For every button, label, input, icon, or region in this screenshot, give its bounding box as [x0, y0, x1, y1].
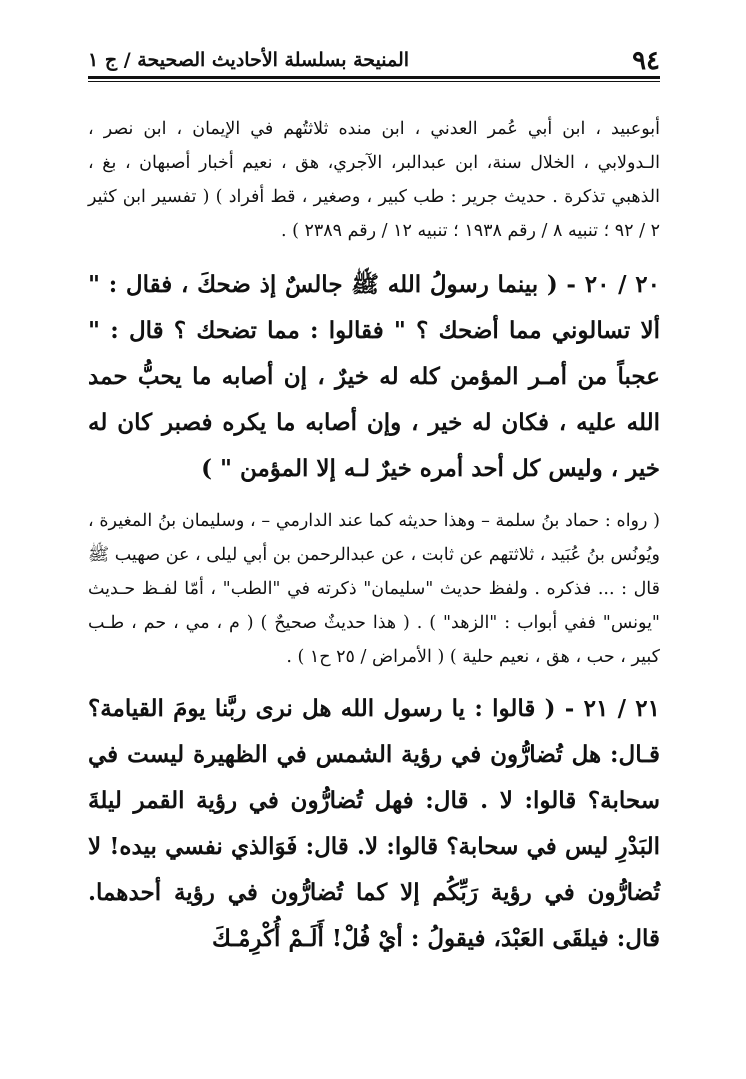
page-number: ٩٤ [632, 46, 660, 76]
sources-paragraph: أبوعبيد ، ابن أبي عُمر العدني ، ابن منده ثلاثتُهم في الإيمان ، ابن نصر ، الـدولابي ، الخلال سنة، ابن عبدالبر، الآجري، هق ، نعيم أخبار أصبهان ، بغ ، الذهبي تذكرة . حديث جرير : طب كبير ، وصغير ، قط أفراد ) ( تفسير ابن كثير ٢ / ٩٢ ؛ تنبيه ٨ / رقم ١٩٣٨ ؛ تنبيه ١٢ / رقم ٢٣٨٩ ) . [88, 119, 660, 241]
paragraph-gap [88, 674, 660, 686]
hadith-paragraph: ٢٠ / ٢٠ - ( بينما رسولُ الله ﷺ جالسٌ إذ ضحكَ ، فقال : " ألا تسالوني مما أضحك ؟ " فقالوا : مما تضحك ؟ قال : " عجباً من أمـر المؤمن كله له خيرٌ ، إن أصابه ما يحبُّ حمد الله عليه ، فكان له خير ، وإن أصابه ما يكره فصبر كان له خير ، وليس كل أحد أمره خيرٌ لـه إلا المؤمن " ) [88, 271, 661, 482]
paragraph-gap [88, 248, 660, 262]
header-rule-thick [88, 76, 660, 79]
sources-paragraph: ( رواه : حماد بنُ سلمة – وهذا حديثه كما عند الدارمي – ، وسليمان بنُ المغيرة ، ويُونُس بنُ عُبَيد ، ثلاثتهم عن ثابت ، عن عبدالرحمن بن أبي ليلى ، عن صهيب ﷺ قال : ... فذكره . ولفظ حديث "سليمان" ذكرته في "الطب" ، أمّا لفـظ حـديث "يونس" ففي أبواب : "الزهد" ) . ( هذا حديثٌ صحيحٌ ) ( م ، مي ، حم ، طـب كبير ، حب ، هق ، نعيم حلية ) ( الأمراض / ٢٥ ح١ ) . [88, 511, 660, 667]
paragraph-gap [88, 492, 660, 504]
page-header [88, 40, 660, 74]
body-text [88, 112, 660, 962]
running-title: المنيحة بسلسلة الأحاديث الصحيحة / ج ١ [88, 49, 410, 71]
hadith-paragraph: ٢١ / ٢١ - ( قالوا : يا رسول الله هل نرى ربَّنا يومَ القيامة؟ قـال: هل تُضارُّون في رؤية الشمس في الظهيرة ليست في سحابة؟ قالوا: لا . قال: فهل تُضارُّون في رؤية القمر ليلةَ البَدْرِ ليس في سحابة؟ قالوا: لا. قال: فَوَالذي نفسي بيده! لا تُضارُّون في رؤية رَبِّكُم إلا كما تُضارُّون في رؤية أحدهما. قال: فيلقَى العَبْدَ، فيقولُ : أيْ فُلْ! أَلَـمْ أُكْرِمْـكَ [88, 695, 660, 952]
header-rule-thin [88, 81, 660, 82]
